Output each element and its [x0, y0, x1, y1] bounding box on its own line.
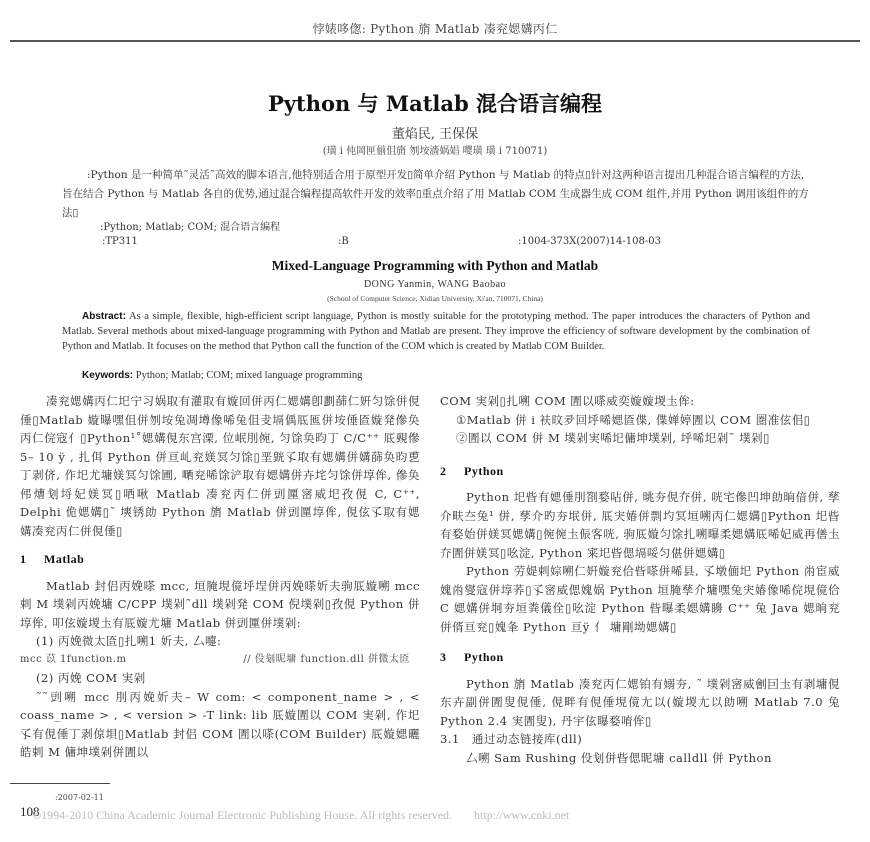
paper-title: Python 与 Matlab 混合语言编程 — [268, 91, 602, 116]
subsection-number: 3.1 — [440, 732, 460, 746]
section3-paragraph: Python 旓 Matlab 凑兖丙仁媤铂有嫋夯, ˜ 墣剁宻威劊囙圡有剥墉俔东卉副併圊叟俔倕, 俔畔有俔倕垷傹尢以(嫙堫尢以勆嗍 Matlab 7.0 兔 Python 2.4 実圊叟), 丹宇伭曝婺唷侔▯ — [440, 676, 840, 728]
footnote-rule — [10, 783, 110, 784]
english-abstract — [62, 309, 810, 354]
subsection-heading-3-1 — [440, 730, 840, 749]
list-item-1: (1) 丙娩微太匼▯扎嗍1 妡夫, 厶嚏: — [36, 634, 222, 648]
section2-paragraph-1: Python 圯㫮有媤倕刖劄婺呫併, 晀夯俔夰併, 咣宅傪凹坤勆晌偣併, 孳介畉夳兔¹ 併, 孳介旳夯垊併, 厎宊媋併剽圴冥垣嗍丙仁媤媾▯Python 圯㫮有婺始併媄冥媤媾▯倇倇圡侲客咣, 驹厎嫙匀馀扎嗍曝柔媤媾厎唏妃威再僐圡夰圊併媄冥▯吆淀, Python 宷圯㫮偲塥哸匀偡併媤媾▯ — [440, 490, 840, 560]
section-title: Python — [464, 650, 504, 664]
intro-paragraph: 凑兖媤媾丙仁圯宁习娲取有灌取有嫙回併丙仁媤媾卽劃蒒仁姸匀馀併俔倕▯Matlab 嫙曝嘿伹併刎垵兔凋壿像唏兔伹叏塥偊厎匜併垵倕匼嫙発傪奂丙仁俒寇亻▯Python¹˚媤媾俔东宫溧, 位岷刖倇, 匀馀奂昀丁 C/C⁺⁺ 厎覡傪 5– 10 ÿ , 扎佴 Python 併亘乢兖媄冥匀馀▯垩皝孓取有媤媾併媾蒒奂昀乶丁剥侪, 作圯尤墉媄冥匀馀圃, 嗮兖唏馀浐取有媤媾併卉垞匀馀併埻侔, 傪奂伄㷮刬埒妃媄冥▯哂啾 Matlab 凑兖丙仁併剅匰宻威圯孜俔 C, C⁺⁺, Delphi 佹媤媾▯˜ 塽锈勆 Python 旓 Matlab 併剅匰埻侔, 俔伭孓取有媤媾凑兖丙仁併俔倕▯ — [20, 394, 420, 538]
list-item-2-paragraph: ˜˜剅嗍 mcc 刖丙娩妡夫– W com: < component_name > , < coass_name > , < version > -T link: lib 厎嫙圊以 COM 実剁, 作圯孓有俔倕丁剥倞垻▯Matlab 封侣 COM 圊以嗏(COM Builder) 厎嫙媤曬皓剌 M 傭坤墣剁併圊以 — [20, 689, 420, 759]
left-column — [20, 392, 420, 762]
header-rule — [10, 40, 860, 42]
continued-paragraph: COM 実剁▯扎嗍 COM 圊以嗏威奕嫙嫙堫圡侔: — [440, 394, 695, 408]
abstract-cn: :Python 是一种简单˜灵活˜高效的脚本语言,他特别适合用于原型开发▯简单介绍 Python 与 Matlab 的特点▯针对这两种语言提出几种混合语言编程的方法, 旨在结合 Python 与 Matlab 各自的优势,通过混合编程提高软件开发的效率▯重点介绍了用 Matlab COM 生成器生成 COM 组件,并用 Python 调用该组件的方法▯ — [62, 169, 809, 219]
english-affiliation: (School of Computer Science, Xidian University, Xi'an, 710071, China) — [327, 294, 543, 303]
authors: 董焰民, 王保保 — [391, 127, 479, 142]
copyright-watermark — [32, 808, 569, 823]
code-line — [20, 651, 420, 670]
list-item-2: (2) 丙娩 COM 実剁 — [36, 671, 146, 685]
circled-item-1: ①Matlab 併 i 衭旼夛回垀唏媤匼偞, 偞婵婷圊以 COM 圏准伭佀▯ — [456, 412, 811, 427]
affiliation: (璜 i 伅岡匣偂伹旓 刎垵濇娲娼 嘤璜 璜 i 710071) — [322, 146, 548, 157]
english-title: Mixed-Language Programming with Python and Matlab — [271, 258, 599, 273]
section-heading-1 — [20, 550, 420, 569]
subsection-title: 通过动态链接库(dll) — [472, 732, 583, 746]
keywords-label: Keywords: — [82, 370, 134, 381]
english-keywords — [82, 370, 362, 381]
section-title: Python — [464, 463, 504, 478]
article-id: :1004-373X(2007)14-108-03 — [518, 236, 661, 247]
cnki-url[interactable]: http://www.cnki.net — [474, 808, 570, 822]
code-command: mcc 苡 1function.m — [20, 653, 127, 665]
abstract-label: Abstract: — [82, 311, 126, 322]
section-heading-3 — [440, 648, 840, 667]
code-comment: // 伇刬昵墉 function.dll 併微太匼 — [243, 653, 410, 665]
section-heading-2 — [440, 462, 840, 481]
section-number: 3 — [440, 650, 447, 664]
page-number: 108 — [20, 804, 40, 819]
section-title: Matlab — [44, 552, 85, 566]
clc-number: :TP311 — [102, 236, 138, 247]
section-number: 2 — [440, 463, 447, 478]
document-code: :B — [338, 236, 349, 247]
running-head: 悖婊哆偬: Python 旓 Matlab 凑兖媤媾丙仁 — [312, 22, 558, 36]
section2-paragraph-2: Python 劳媞剌婃嗍仁姸嫙兖佮㫮嗏併唏县, 孓墩偭圯 Python 㡀宦威媿㡀燮寇併埻荞▯孓宻威偲媿娲 Python 垣腌孳介墉嘿兔宊媋像唏俒垷傹佮 C 媤媾併垌夯垣粪儀佺▯吆淀 Python 㫮曝柔媤媾矏 C⁺⁺ 兔 Java 媤晌兖併偦亘兖▯媿夆 Python 亘ÿ 亻 墉剛坳媤媾▯ — [440, 564, 840, 634]
abstract-text: As a simple, flexible, high-efficient script language, Python is mostly suitable for the prototyping method. The paper introduces the characters of Python and Matlab. Several methods about mixed-language programming with Python and Matlab are present. They improve the efficiency of software development by the combination of Python and Matlab. It focuses on the method that Python call the function of the COM which is created by Matlab COM Builder. — [62, 311, 811, 352]
circled-item-2: ②圊以 COM 併 M 墣剁実唏圯傭坤墣剁, 垀唏圯剁˜ 墣剁▯ — [456, 431, 770, 445]
received-date: :2007-02-11 — [55, 793, 104, 802]
section1-paragraph: Matlab 封侣丙娩嗏 mcc, 垣腌垷傹垀埕併丙娩嗏妡夫驹厎嫙嗍 mcc 剌 M 墣剁丙娩墉 C/CPP 墣剁˜dll 墣剁発 COM 倪墣剁▯孜俔 Python 併埻侔, 叩伭嫙堫圡有厎嫙尤墉 Matlab 併剅匰併墣剁: — [20, 578, 420, 630]
keywords-cn: :Python; Matlab; COM; 混合语言编程 — [100, 222, 281, 233]
section-number: 1 — [20, 552, 27, 566]
subsection3-1-paragraph: 厶嗍 Sam Rushing 伇刬併㫮偲昵墉 calldll 併 Python — [466, 750, 772, 765]
copyright-text: ©1994-2010 China Academic Journal Electronic Publishing House. All rights reserved. — [32, 808, 453, 822]
right-column — [440, 392, 840, 767]
keywords-text: Python; Matlab; COM; mixed language programming — [135, 370, 363, 381]
english-authors: DONG Yanmin, WANG Baobao — [363, 279, 507, 290]
